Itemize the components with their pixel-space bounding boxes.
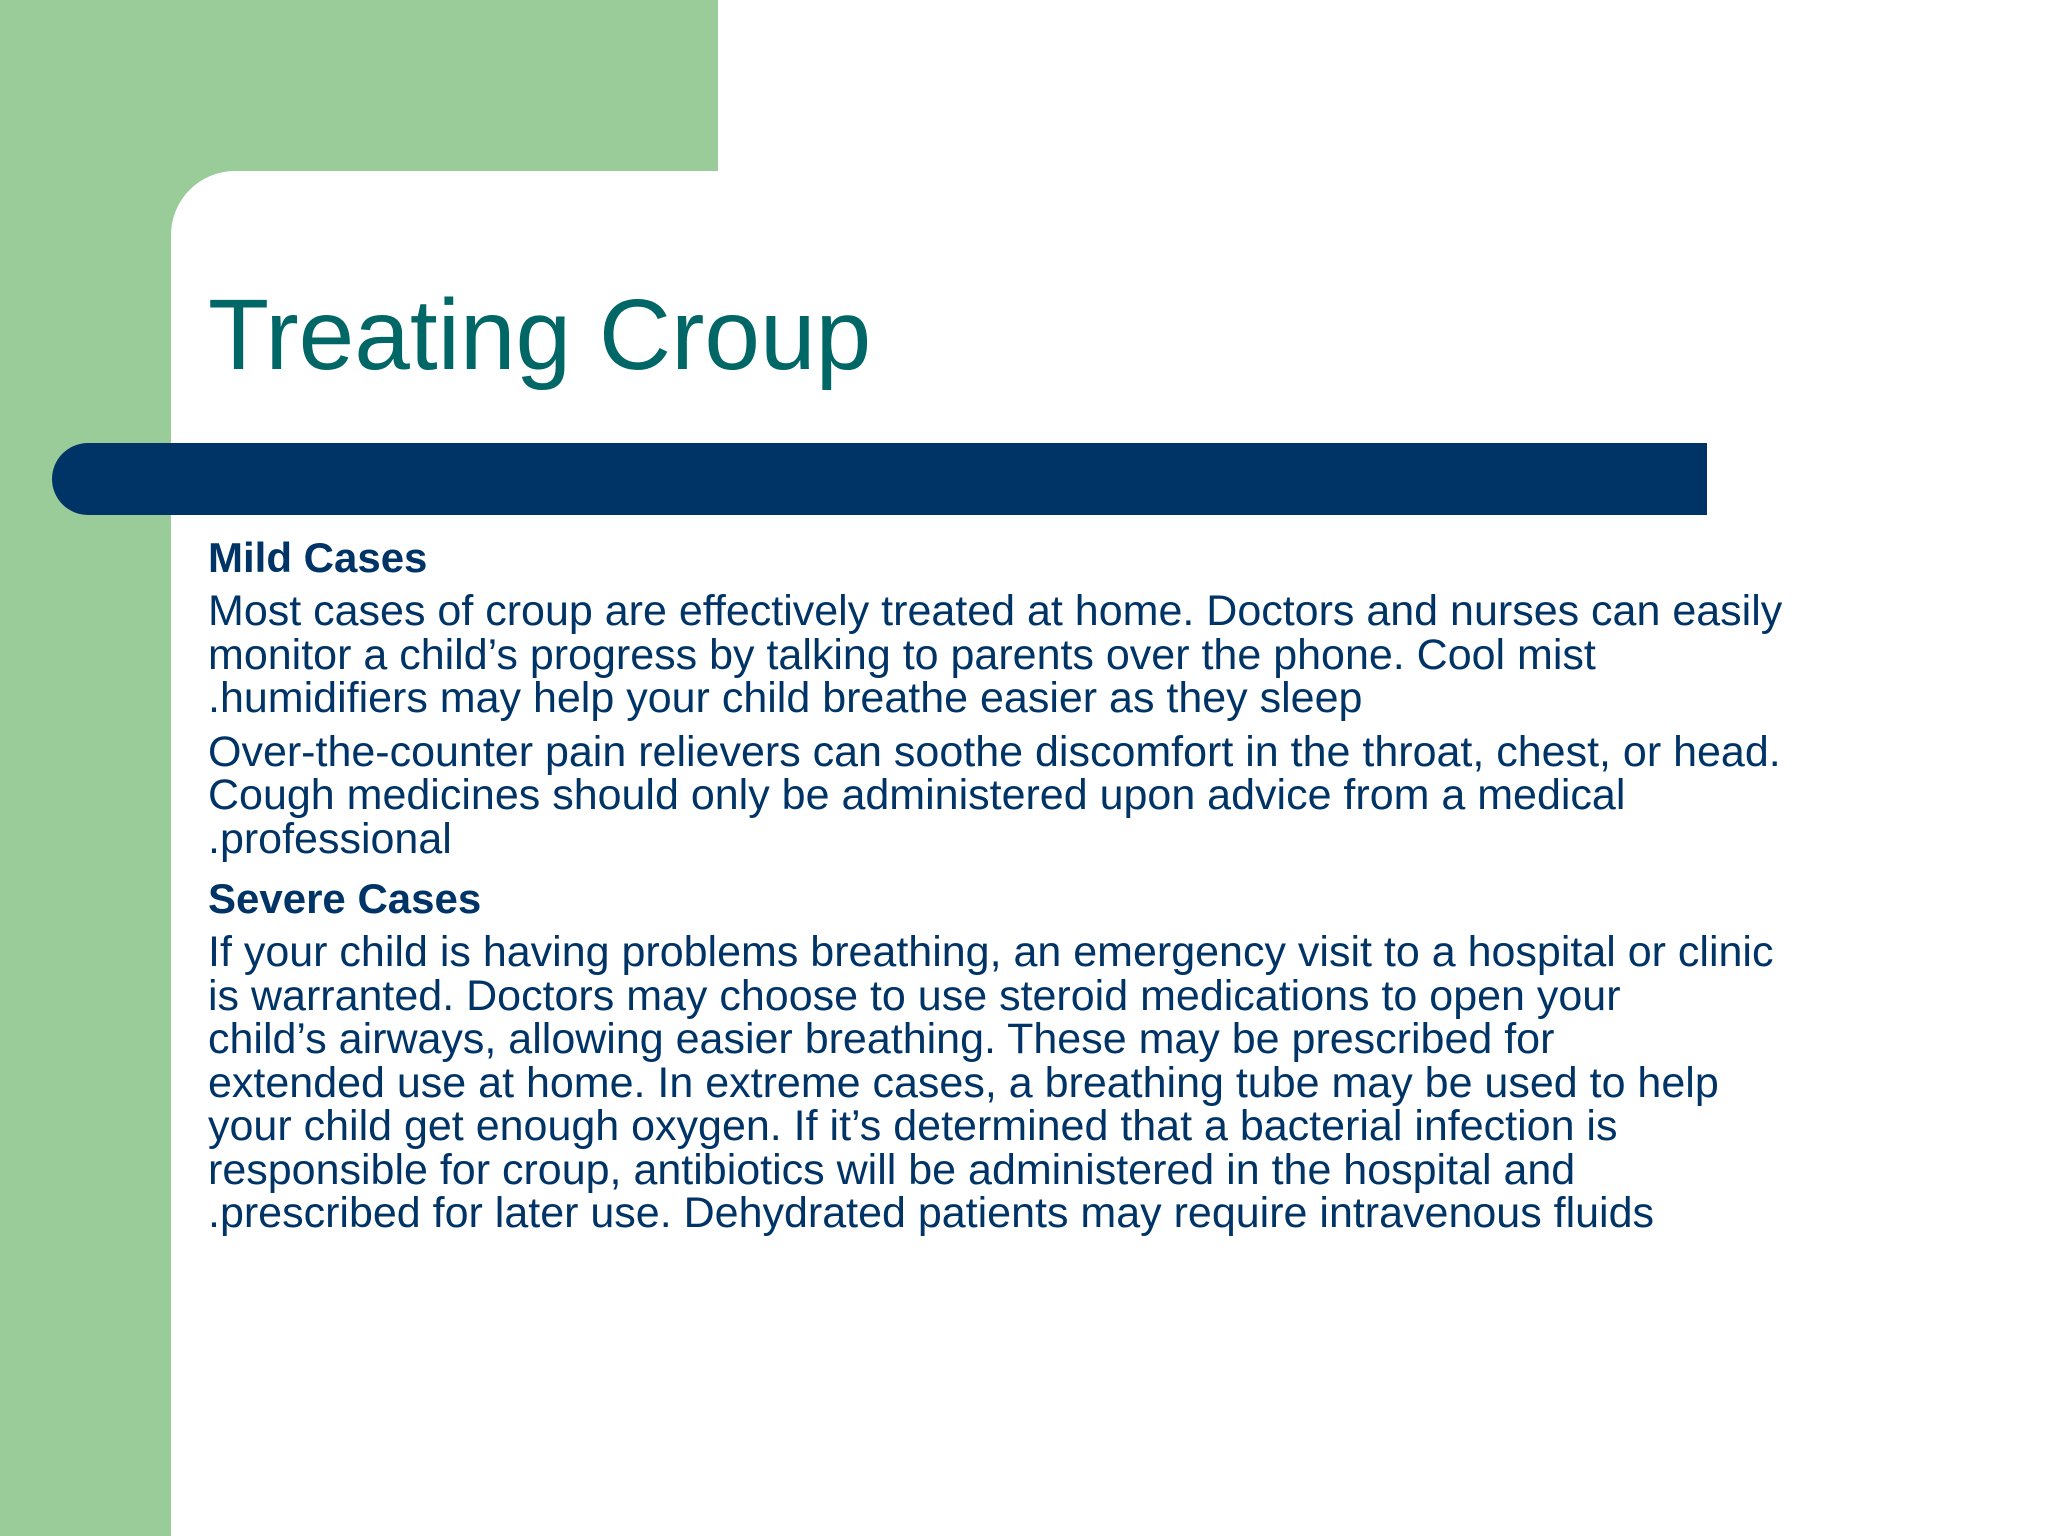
severe-cases-paragraph: If your child is having problems breathing, an emergency visit to a hospital or clinic is warranted. Doctors may choose to use steroid medications to open your child’s airways, allowing easier breathing. These may be prescribed for extended use at home. In extreme cases, a breathing tube may be used to help your child get enough oxygen. If it’s determined that a bacterial infection is responsible for croup, antibiotics will be administered in the hospital and .prescribed for later use. Dehydrated patients may require intravenous fluids [208, 928, 1774, 1237]
mild-cases-paragraph-1: Most cases of croup are effectively treated at home. Doctors and nurses can easily monitor a child’s progress by talking to parents over the phone. Cool mist .humidifiers may help your child breathe easier as they sleep [208, 587, 1783, 722]
slide-body [208, 530, 1888, 1246]
white-top-area [718, 0, 2048, 171]
title-divider-bar [52, 443, 1707, 515]
slide-title: Treating Croup [208, 279, 872, 391]
mild-cases-paragraph-2: Over-the-counter pain relievers can soothe discomfort in the throat, chest, or head. Cough medicines should only be administered upon advice from a medical .professional [208, 727, 1781, 863]
mild-cases-heading: Mild Cases [208, 534, 428, 581]
severe-cases-heading: Severe Cases [208, 875, 482, 922]
